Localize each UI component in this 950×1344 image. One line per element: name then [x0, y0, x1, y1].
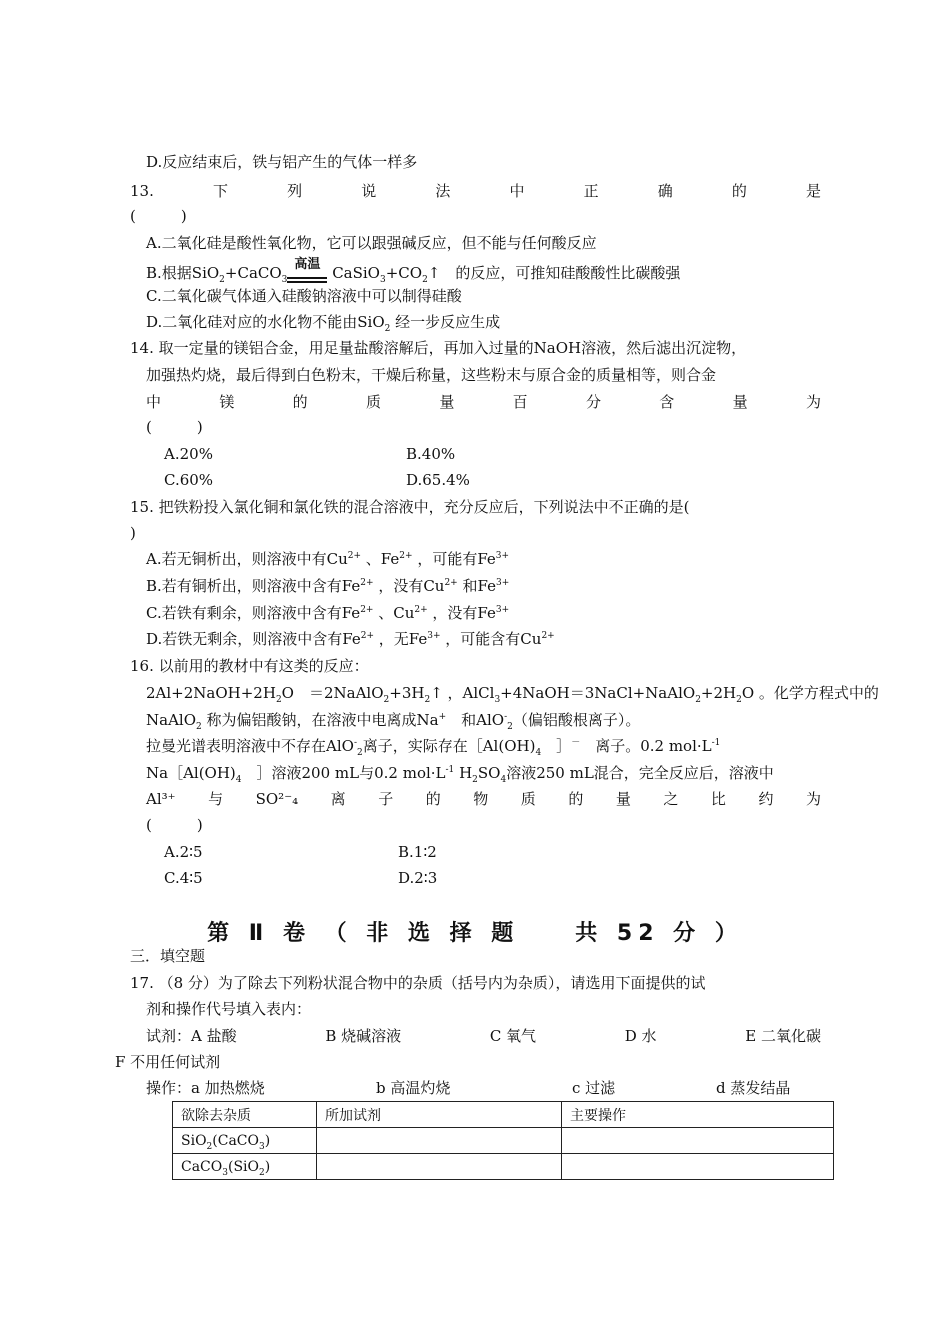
- table-header-row: [173, 1102, 834, 1128]
- q15-line2: ): [130, 524, 136, 542]
- reagent-option: D 水: [624, 1027, 657, 1045]
- q13-stem: [130, 181, 821, 201]
- reagent-option: B 烧碱溶液: [325, 1027, 402, 1045]
- q16-answer-paren: ( ): [146, 816, 203, 834]
- table-cell-impurity: CaCO$_3$(SiO$_2$): [173, 1154, 317, 1180]
- stem-word: 中: [509, 182, 525, 200]
- table-header-reagent: 所加试剂: [317, 1102, 562, 1128]
- q16-option-b: B.1∶2: [398, 843, 437, 861]
- reagent-option: E 二氧化碳: [745, 1027, 821, 1045]
- q17-ops-d: d 蒸发结晶: [716, 1079, 791, 1097]
- q17-reagents: [146, 1026, 821, 1046]
- q13-option-b: B.根据SiO$_2$+CaCO$_3$ 高温 $CaSiO_3+CO_2↑$ 的反应，可推知硅酸酸性比碳酸强: [146, 257, 681, 285]
- q13-option-c: C.二氧化碳气体通入硅酸钠溶液中可以制得硅酸: [146, 287, 462, 305]
- q16-equation-line: $2Al+2NaOH+2H_2O$ $=2NaAlO_2+3H_2↑$ ，$AlCl_3+4NaOH=3NaCl+NaAlO_2+2H_2O$ 。化学方程式中的: [146, 684, 879, 705]
- q13-option-d: D.二氧化硅对应的水化物不能由SiO$_2$ 经一步反应生成: [146, 313, 501, 334]
- stem-word: Al³⁺: [146, 790, 176, 808]
- q17-answer-table: [172, 1101, 834, 1180]
- stem-word: 量: [732, 393, 748, 411]
- table-row: [173, 1154, 834, 1180]
- q16-line5: $Na[Al(OH)_4$ ］溶液200 mL与0.2 $mol\cdot L^{-1}$ $H_2SO_4$溶液250 mL混合，完全反应后，溶液中: [146, 764, 774, 785]
- stem-word: 比: [710, 790, 726, 808]
- q16-option-d: D.2∶3: [398, 869, 438, 887]
- reaction-condition: 高温: [287, 267, 327, 283]
- section-title: 第 Ⅱ 卷 （ 非 选 择 题 共 52 分 ）: [207, 921, 743, 946]
- q16-line1: 16. 以前用的教材中有这类的反应：: [130, 657, 369, 675]
- stem-word: 量: [439, 393, 455, 411]
- stem-word: 之: [663, 790, 679, 808]
- q15-option-d: D.若铁无剩余，则溶液中含有$Fe^{2+}$ ，无$Fe^{3+}$ ，可能含有$Cu^{2+}$: [146, 630, 555, 648]
- stem-word: 百: [512, 393, 528, 411]
- section-fill-heading: 三．填空题: [130, 947, 206, 965]
- table-cell-operation-blank[interactable]: [562, 1128, 834, 1154]
- q13-answer-paren: ( ): [130, 207, 187, 225]
- table-cell-operation-blank[interactable]: [562, 1154, 834, 1180]
- stem-word: 的: [731, 182, 747, 200]
- reagent-option: C 氧气: [489, 1027, 537, 1045]
- stem-word: 的: [292, 393, 308, 411]
- q17-ops-b: b 高温灼烧: [376, 1079, 451, 1097]
- stem-word: 量: [615, 790, 631, 808]
- stem-word: 说: [361, 182, 377, 200]
- table-cell-reagent-blank[interactable]: [317, 1128, 562, 1154]
- q14-option-b: B.40%: [406, 445, 456, 463]
- stem-word: 为: [805, 393, 821, 411]
- stem-word: 为: [805, 790, 821, 808]
- stem-word: 物: [473, 790, 489, 808]
- stem-word: 与: [208, 790, 224, 808]
- table-cell-reagent-blank[interactable]: [317, 1154, 562, 1180]
- stem-word: 的: [425, 790, 441, 808]
- stem-word: 的: [568, 790, 584, 808]
- stem-word: 含: [659, 393, 675, 411]
- q12-option-d: D.反应结束后，铁与铝产生的气体一样多: [146, 153, 418, 171]
- stem-word: 13.: [130, 182, 154, 200]
- q14-stem-justified: [146, 392, 821, 412]
- q15-option-c: C.若铁有剩余，则溶液中含有$Fe^{2+}$ 、$Cu^{2+}$ ，没有$Fe^{3+}$: [146, 604, 510, 622]
- q15-option-a: A.若无铜析出，则溶液中有$Cu^{2+}$ 、$Fe^{2+}$ ，可能有$Fe^{3+}$: [146, 550, 510, 568]
- q15-option-b: B.若有铜析出，则溶液中含有$Fe^{2+}$ ，没有$Cu^{2+}$ 和$Fe^{3+}$: [146, 577, 510, 595]
- stem-word: 镁: [219, 393, 235, 411]
- q17-line1: 17. （8 分）为了除去下列粉状混合物中的杂质（括号内为杂质），请选用下面提供的试: [130, 974, 706, 992]
- q14-line1: 14. 取一定量的镁铝合金，用足量盐酸溶解后，再加入过量的NaOH溶液，然后滤出沉淀物，: [130, 339, 747, 357]
- q16-stem-justified: [146, 789, 821, 809]
- table-header-impurity: 欲除去杂质: [173, 1102, 317, 1128]
- q17-ops-a: 操作：a 加热燃烧: [146, 1079, 265, 1097]
- stem-word: SO²⁻₄: [255, 790, 299, 808]
- stem-word: 质: [365, 393, 381, 411]
- stem-word: 分: [585, 393, 601, 411]
- stem-word: 法: [435, 182, 451, 200]
- q17-reagent-f: F 不用任何试剂: [115, 1053, 221, 1071]
- q13-option-a: A.二氧化硅是酸性氧化物，它可以跟强碱反应，但不能与任何酸反应: [146, 234, 597, 252]
- q14-line2: 加强热灼烧，最后得到白色粉末，干燥后称量，这些粉末与原合金的质量相等，则合金: [146, 366, 717, 384]
- stem-word: 子: [378, 790, 394, 808]
- stem-word: 约: [758, 790, 774, 808]
- table-header-operation: 主要操作: [562, 1102, 834, 1128]
- q17-ops-c: c 过滤: [572, 1079, 616, 1097]
- stem-word: 质: [520, 790, 536, 808]
- q15-line1: 15. 把铁粉投入氯化铜和氯化铁的混合溶液中，充分反应后，下列说法中不正确的是(: [130, 498, 690, 516]
- q17-line2: 剂和操作代号填入表内：: [146, 1000, 312, 1018]
- q16-option-c: C.4∶5: [164, 869, 203, 887]
- table-row: [173, 1128, 834, 1154]
- q14-option-d: D.65.4%: [406, 471, 470, 489]
- stem-word: 下: [212, 182, 228, 200]
- stem-word: 列: [287, 182, 303, 200]
- stem-word: 离: [330, 790, 346, 808]
- stem-word: 是: [805, 182, 821, 200]
- q14-option-a: A.20%: [164, 445, 213, 463]
- stem-word: 中: [146, 393, 162, 411]
- q16-line3: NaAlO$_2$ 称为偏铝酸钠，在溶液中电离成Na+ 和AlO-$_2$（偏铝酸根离子）。: [146, 711, 641, 732]
- stem-word: 确: [657, 182, 673, 200]
- q14-option-c: C.60%: [164, 471, 214, 489]
- q16-option-a: A.2∶5: [164, 843, 203, 861]
- table-cell-impurity: SiO$_2$(CaCO$_3$): [173, 1128, 317, 1154]
- q14-answer-paren: ( ): [146, 418, 203, 436]
- reagent-option: 试剂：A 盐酸: [146, 1027, 237, 1045]
- stem-word: 正: [583, 182, 599, 200]
- q16-line4: 拉曼光谱表明溶液中不存在AlO-$_2$离子，实际存在$[Al(OH)_4$ ］－ 离子。0.2 $mol\cdot L^{-1}$: [146, 737, 721, 758]
